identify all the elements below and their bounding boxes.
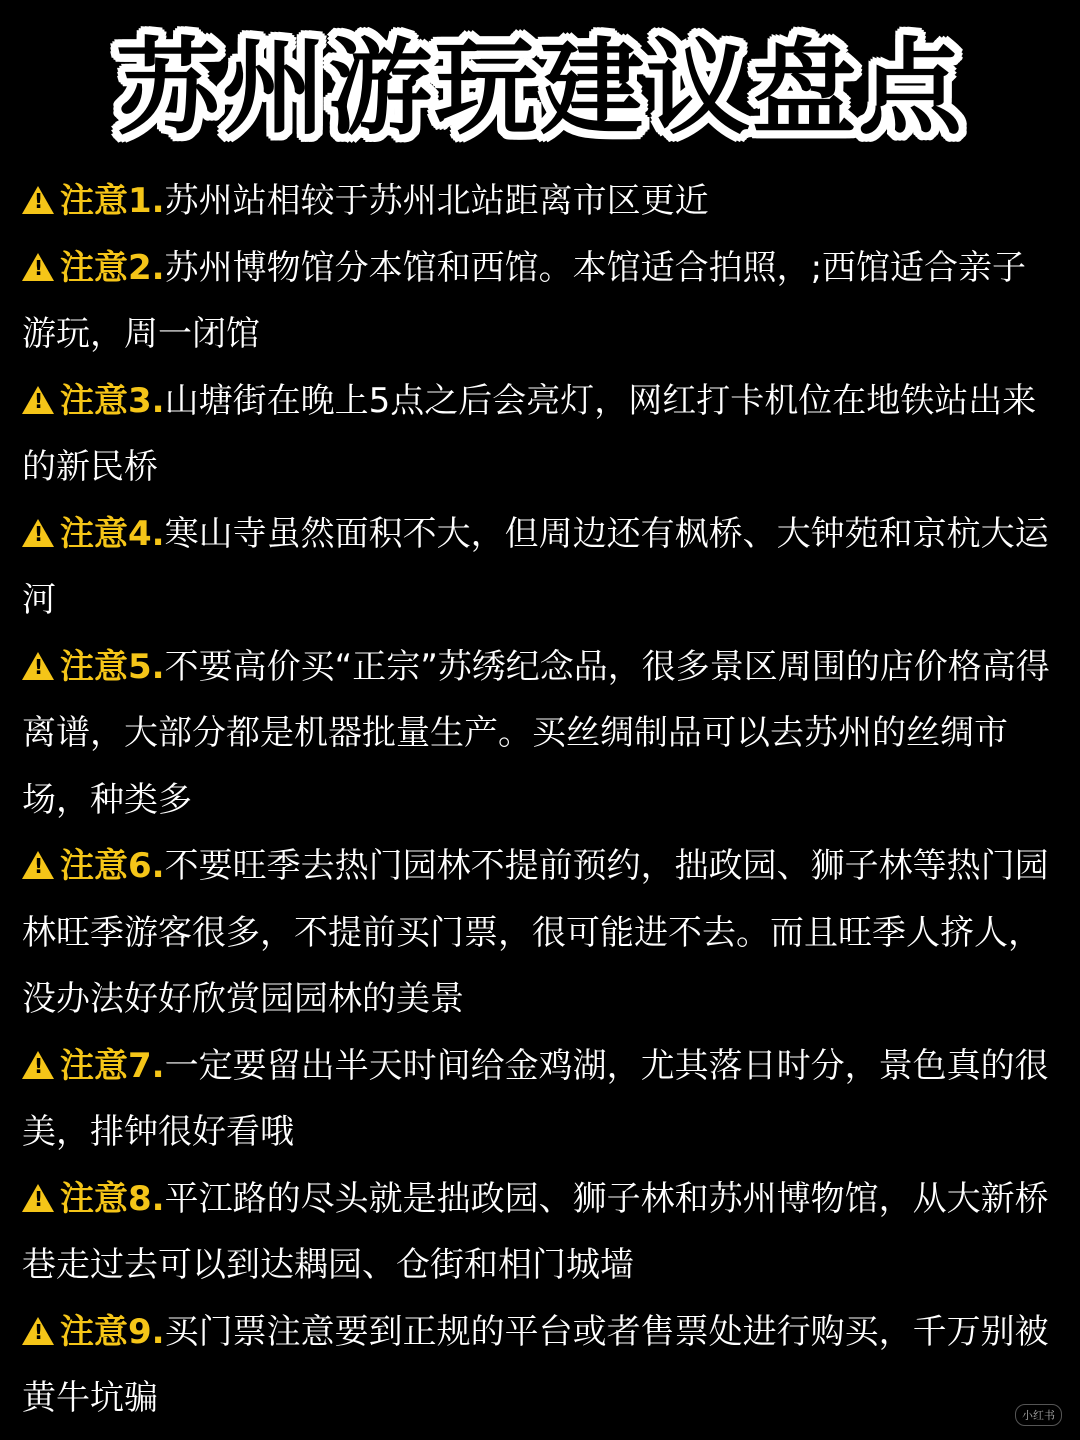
tip-prefix: 注意2.: [60, 247, 165, 288]
tip-text: 寒山寺虽然面积不大，但周边还有枫桥、大钟苑和京杭大运河: [22, 513, 1049, 620]
tips-list: [22, 168, 1058, 1432]
tip-item: [22, 1033, 1058, 1166]
tip-prefix: 注意9.: [60, 1311, 165, 1352]
tip-text: 不要旺季去热门园林不提前预约，拙政园、狮子林等热门园林旺季游客很多，不提前买门票，很可能进不去。而且旺季人挤人，没办法好好欣赏园园林的美景: [22, 846, 1049, 1019]
tip-item: [22, 833, 1058, 1033]
tip-item: [22, 368, 1058, 501]
tip-text: 平江路的尽头就是拙政园、狮子林和苏州博物馆，从大新桥巷走过去可以到达耦园、仓街和相门城墙: [22, 1178, 1049, 1285]
tip-text: 苏州博物馆分本馆和西馆。本馆适合拍照，;西馆适合亲子游玩，周一闭馆: [22, 247, 1027, 354]
tip-item: [22, 235, 1058, 368]
watermark-logo: 小红书: [1015, 1404, 1062, 1426]
warning-icon: [22, 186, 54, 214]
tip-text: 不要高价买“正宗”苏绣纪念品，很多景区周围的店价格高得离谱，大部分都是机器批量生产。买丝绸制品可以去苏州的丝绸市场，种类多: [22, 646, 1050, 820]
tip-prefix: 注意7.: [60, 1045, 165, 1086]
warning-icon: [22, 652, 54, 680]
tip-text: 苏州站相较于苏州北站距离市区更近: [164, 181, 709, 221]
tip-prefix: 注意5.: [60, 646, 165, 687]
warning-icon: [22, 1317, 54, 1345]
tip-item: [22, 501, 1058, 634]
tip-text: 山塘街在晚上5点之后会亮灯，网红打卡机位在地铁站出来的新民桥: [22, 380, 1037, 487]
tip-item: [22, 634, 1058, 834]
tip-prefix: 注意8.: [60, 1178, 165, 1219]
tip-prefix: 注意1.: [60, 181, 165, 221]
warning-icon: [22, 1184, 54, 1212]
tip-text: 买门票注意要到正规的平台或者售票处进行购买，千万别被黄牛坑骗: [22, 1311, 1049, 1418]
tip-prefix: 注意4.: [60, 513, 165, 554]
tip-item: [22, 1166, 1058, 1299]
warning-icon: [22, 851, 54, 879]
tip-item: [22, 1299, 1058, 1432]
page-title: 苏州游玩建议盘点: [115, 27, 964, 149]
tip-item: [22, 168, 1058, 235]
warning-icon: [22, 386, 54, 414]
tip-prefix: 注意3.: [60, 380, 165, 421]
warning-icon: [22, 253, 54, 281]
warning-icon: [22, 519, 54, 547]
tip-prefix: 注意6.: [60, 846, 165, 886]
tip-text: 一定要留出半天时间给金鸡湖，尤其落日时分，景色真的很美，排钟很好看哦: [22, 1045, 1049, 1152]
warning-icon: [22, 1051, 54, 1079]
